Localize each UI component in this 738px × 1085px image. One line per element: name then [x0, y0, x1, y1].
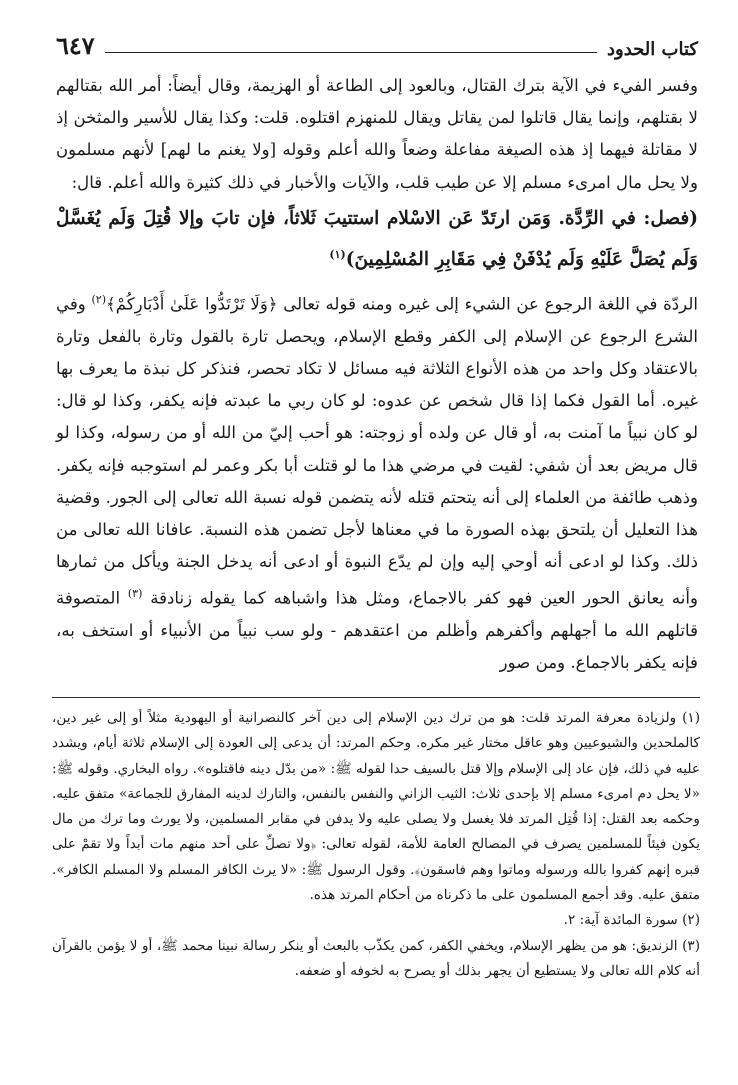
footnote-ref-2[interactable]: (٢) — [91, 292, 106, 306]
running-title: كتاب الحدود — [607, 39, 698, 60]
header-rule — [105, 52, 597, 53]
footnote-text: ولزيادة معرفة المرتد قلت: هو من ترك دين الإسلام إلى دين آخر كالنصرانية أو اليهودية مثلاً أو إلى غير دين، كالملحدين والشيوعيين وهو عاقل مختار غير مكره. وحكم المرتد: أن يدعى إلى العودة إلى الإسلام ثلاثة أيام، ويشدد عليه في ذلك، فإن عاد إلى الإسلام وإلا قتل بالسيف حدا لقوله ﷺ: «من بدّل دينه فاقتلوه». رواه البخاري. وقوله ﷺ: «لا يحل دم امرىء مسلم إلا بإحدى ثلاث: الثيب الزاني والنفس بالنفس، والتارك لدينه المفارق للجماعة» متفق عليه. وحكمه بعد القتل: إذا قُتِل المرتد فلا يغسل ولا يصلى عليه ولا يدفن في مقابر المسلمين، ولا يورث وما ترك من مال يكون فيئاً للمسلمين يصرف في المصالح العامة للأمة، لقوله تعالى: ﴿ولا تصلِّ على أحد منهم مات أبداً ولا تقمْ على قبره إنهم كفروا بالله ورسوله وماتوا وهم فاسقون﴾. وقول الرسول ﷺ: «لا يرث الكافر المسلم ولا المسلم الكافر». متفق عليه. وقد أجمع المسلمون على ما ذكرناه من أحكام المرتد هذه. — [52, 710, 700, 904]
page-header — [56, 22, 698, 60]
footnote-text: سورة المائدة آية: ٢. — [563, 912, 678, 929]
footnote-number: (١) — [682, 710, 701, 726]
section-heading-ridda — [56, 201, 698, 278]
footnote-number: (٢) — [682, 912, 700, 929]
footnote-ref-1[interactable]: (١) — [329, 247, 346, 261]
paragraph-2-part-3: المتصوفة قاتلهم الله ما أجهلهم وأكفرهم وأظلم من اعتقدهم - ولو سب نبياً من الأنبياء أو استخف به، فإنه يكفر بالاجماع. ومن صور — [56, 588, 698, 673]
footnote-number: (٣) — [682, 937, 700, 954]
paragraph-2-part-1: الردّة في اللغة الرجوع عن الشيء إلى غيره ومنه قوله تعالى ﴿وَلَا تَرْتَدُّوا عَلَىٰ أَدْبَارِكُمْ﴾ — [106, 294, 698, 314]
footnote-text: الزنديق: هو من يظهر الإسلام، ويخفي الكفر، كمن يكذّب بالبعث أو ينكر رسالة نبينا محمد ﷺ، أو لا يؤمن بالقرآن أنه كلام الله تعالى ولا يستطيع أن يجهر بذلك أو يصرح به لخوفه أو ضعفه. — [52, 937, 700, 979]
paragraph-2-part-2: وفي الشرع الرجوع عن الإسلام إلى الكفر وقطع الإسلام، ويحصل تارة بالقول وتارة بالفعل وتارة بالاعتقاد وكل واحد من هذه الأنواع الثلاثة فيه مسائل لا تكاد تحصر، فنذكر كل نبذة ما يعرف بها غيره. أما القول فكما إذا قال شخص عن عدوه: لو كان ربي ما عبدته فإنه يكفر، وكذا لو قال: لو كان نبياً ما آمنت به، أو قال عن ولده أو زوجته: هو أحب إليّ من الله أو من رسوله، وكذا لو قال مريض بعد أن شفي: لقيت في مرضي هذا ما لو قتلت أبا بكر وعمر لم استوجبه فإنه يكفر. وذهب طائفة من العلماء إلى أنه يتحتم قتله لأنه يتضمن قوله نسبة الله تعالى إلى الجور. وقضية هذا التعليل أن يلتحق بهذه الصورة ما في معناها لأجل تضمن هذه النسبة. عافانا الله تعالى من ذلك. وكذا لو ادعى أنه أوحي إليه وإن لم يدّع النبوة أو ادعى أنه يدخل الجنة ويأكل من ثمارها وأنه يعانق الحور العين فهو كفر بالاجماع، ومثل هذا واشباهه كما يقوله زنادقة — [56, 294, 698, 608]
paragraph-2 — [56, 284, 698, 680]
section-heading-text: (فصل: في الرِّدَّة. وَمَن ارتَدّ عَن الاسْلام استتيبَ ثَلاثاً، فإن تابَ وإلا قُتِلَ وَلَم يُغَسَّلْ وَلَم يُصَلَّ عَلَيْهِ وَلَم يُدْفَنْ فِي مَقَابِرِ المُسْلِمِينَ) — [56, 207, 698, 270]
paragraph-1: وفسر الفيء في الآية بترك القتال، وبالعود إلى الطاعة أو الهزيمة، وقال أيضاً: أمر الله بقتالهم لا بقتلهم، وإنما يقال قاتلوا لمن يقاتل ويقال للمنهزم اقتلوه. قلت: وكذا يقال للأسير والمثخن إذ لا مقاتلة فيهما إذ هذه الصيغة مفاعلة وضعاً والله أعلم وقوله [ولا يغنم ما لهم] لأنهم مسلمون ولا يحل مال امرىء مسلم إلا عن طيب قلب، والآيات والأخبار في ذلك كثيرة والله أعلم. قال: — [56, 76, 698, 192]
footnotes-section — [52, 697, 700, 984]
main-text — [56, 70, 698, 679]
footnote-1 — [52, 706, 700, 908]
page-number: ٦٤٧ — [56, 31, 95, 60]
footnote-ref-3[interactable]: (٣) — [127, 587, 143, 601]
footnote-2 — [52, 908, 700, 933]
footnote-3 — [52, 934, 700, 985]
